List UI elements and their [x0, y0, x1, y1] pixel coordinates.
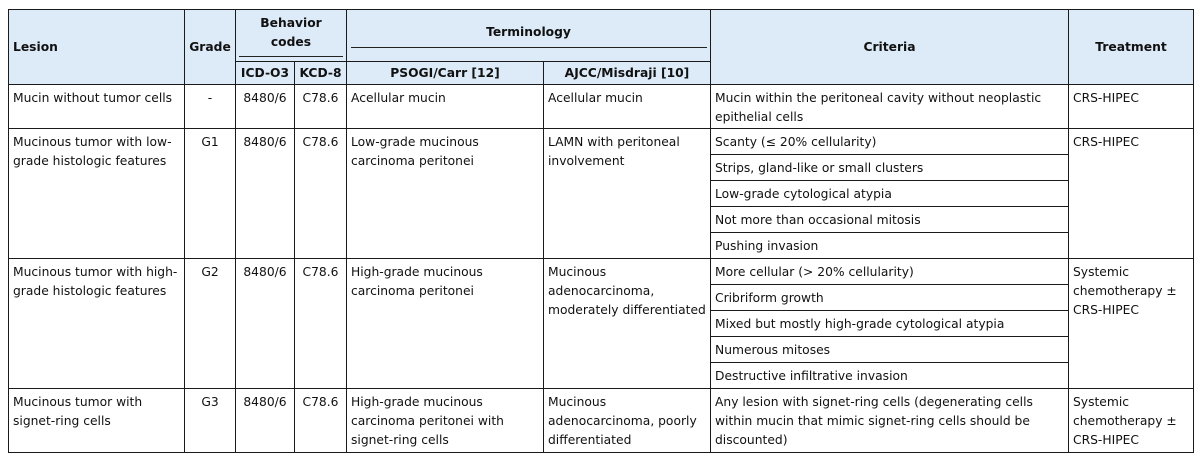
cell-icd: 8480/6 [236, 129, 295, 259]
header-lesion: Lesion [9, 10, 185, 85]
cell-kcd: C78.6 [295, 389, 347, 453]
table-row [9, 129, 1194, 155]
table-row [9, 259, 1194, 285]
cell-ajcc: Acellular mucin [544, 85, 711, 129]
cell-kcd: C78.6 [295, 259, 347, 389]
header-grade: Grade [185, 10, 236, 85]
cell-psogi: High-grade mucinous carcinoma peritonei with signet-ring cells [347, 389, 544, 453]
header-terminology-label: Terminology [486, 25, 571, 39]
cell-criteria: Mixed but mostly high-grade cytological atypia [711, 311, 1069, 337]
cell-lesion: Mucinous tumor with high-grade histologic features [9, 259, 185, 389]
cell-lesion: Mucin without tumor cells [9, 85, 185, 129]
cell-criteria: Cribriform growth [711, 285, 1069, 311]
cell-grade: G2 [185, 259, 236, 389]
cell-lesion: Mucinous tumor with low-grade histologic features [9, 129, 185, 259]
cell-criteria: Low-grade cytological atypia [711, 181, 1069, 207]
cell-icd: 8480/6 [236, 389, 295, 453]
terminology-divider [351, 47, 707, 48]
cell-kcd: C78.6 [295, 85, 347, 129]
cell-psogi: Acellular mucin [347, 85, 544, 129]
header-terminology [347, 10, 711, 62]
table-row [9, 85, 1194, 129]
cell-criteria: Not more than occasional mitosis [711, 207, 1069, 233]
cell-ajcc: Mucinous adenocarcinoma, poorly differentiated [544, 389, 711, 453]
cell-criteria: Numerous mitoses [711, 337, 1069, 363]
behavior-codes-divider [239, 56, 343, 57]
cell-treatment: CRS-HIPEC [1069, 85, 1194, 129]
cell-psogi: High-grade mucinous carcinoma peritonei [347, 259, 544, 389]
cell-ajcc: LAMN with peritoneal involvement [544, 129, 711, 259]
cell-psogi: Low-grade mucinous carcinoma peritonei [347, 129, 544, 259]
cell-criteria: Scanty (≤ 20% cellularity) [711, 129, 1069, 155]
cell-treatment: Systemic chemotherapy ± CRS-HIPEC [1069, 259, 1194, 389]
cell-lesion: Mucinous tumor with signet-ring cells [9, 389, 185, 453]
cell-grade: G1 [185, 129, 236, 259]
cell-treatment: CRS-HIPEC [1069, 129, 1194, 259]
cell-criteria: Mucin within the peritoneal cavity without neoplastic epithelial cells [711, 85, 1069, 129]
header-kcd-8: KCD-8 [295, 62, 347, 85]
header-behavior-codes [236, 10, 347, 62]
cell-criteria: Any lesion with signet-ring cells (degenerating cells within mucin that mimic signet-ring cells should be discounted) [711, 389, 1069, 453]
table-row [9, 389, 1194, 453]
classification-table [8, 9, 1194, 453]
cell-grade: G3 [185, 389, 236, 453]
cell-criteria: More cellular (> 20% cellularity) [711, 259, 1069, 285]
cell-treatment: Systemic chemotherapy ± CRS-HIPEC [1069, 389, 1194, 453]
header-criteria: Criteria [711, 10, 1069, 85]
cell-kcd: C78.6 [295, 129, 347, 259]
header-ajcc: AJCC/Misdraji [10] [544, 62, 711, 85]
cell-ajcc: Mucinous adenocarcinoma, moderately differentiated [544, 259, 711, 389]
cell-icd: 8480/6 [236, 85, 295, 129]
header-behavior-codes-label: Behavior codes [260, 16, 322, 49]
cell-criteria: Pushing invasion [711, 233, 1069, 259]
cell-criteria: Strips, gland-like or small clusters [711, 155, 1069, 181]
header-icd-o3: ICD-O3 [236, 62, 295, 85]
cell-icd: 8480/6 [236, 259, 295, 389]
header-psogi: PSOGI/Carr [12] [347, 62, 544, 85]
cell-grade: - [185, 85, 236, 129]
cell-criteria: Destructive infiltrative invasion [711, 363, 1069, 389]
header-treatment: Treatment [1069, 10, 1194, 85]
